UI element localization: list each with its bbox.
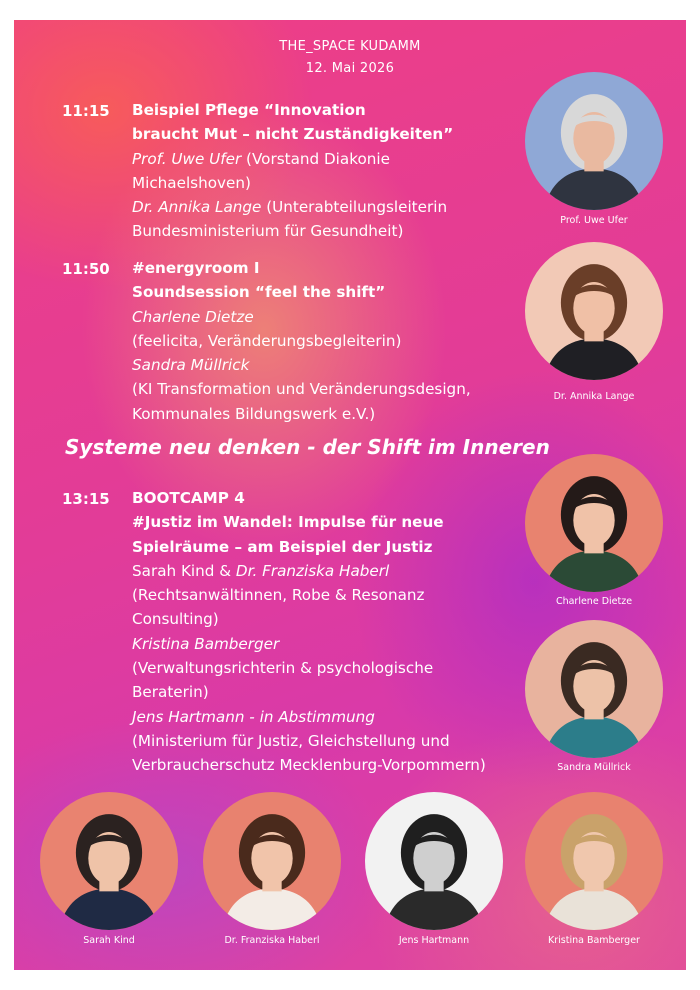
speaker-name: Jens Hartmann - in Abstimmung xyxy=(132,707,375,726)
speaker-role: Bundesministerium für Gesundheit) xyxy=(132,222,404,241)
session-title: Soundsession “feel the shift” xyxy=(132,283,386,302)
speaker-photo-annika-lange xyxy=(525,242,663,380)
speaker-role: (Verwaltungsrichterin & psychologische xyxy=(132,659,434,678)
speaker-role: Kommunales Bildungswerk e.V.) xyxy=(132,404,376,423)
speaker-role: (KI Transformation und Veränderungsdesign, xyxy=(132,380,471,399)
event-poster xyxy=(14,20,686,970)
speaker-photo-franziska-haberl xyxy=(203,792,341,930)
session-title: #energyroom I xyxy=(132,259,260,277)
speaker-name: Prof. Uwe Ufer xyxy=(132,149,242,168)
session-title: Spielräume – am Beispiel der Justiz xyxy=(132,537,433,556)
event-date: 12. Mai 2026 xyxy=(305,61,395,76)
speaker-role: (Vorstand Diakonie xyxy=(241,149,390,168)
speaker-caption: Charlene Dietze xyxy=(555,596,633,607)
speaker-role: Verbraucherschutz Mecklenburg-Vorpommern) xyxy=(132,756,486,775)
speaker-role: Michaelshoven) xyxy=(132,173,251,192)
speaker-name: Sandra Müllrick xyxy=(132,356,250,375)
session-block xyxy=(132,256,552,426)
speaker-photo-charlene-dietze xyxy=(525,454,663,592)
speaker-name: Charlene Dietze xyxy=(132,307,254,326)
session-time: 11:50 xyxy=(62,260,110,278)
speaker-photo-sarah-kind xyxy=(40,792,178,930)
speaker-name: Dr. Annika Lange xyxy=(132,198,262,217)
venue-title: THE_SPACE KUDAMM xyxy=(279,39,421,54)
speaker-photo-jens-hartmann xyxy=(365,792,503,930)
section-title: Systeme neu denken - der Shift im Inneren xyxy=(65,435,550,459)
session-title: Beispiel Pflege “Innovation xyxy=(132,101,366,119)
session-block xyxy=(132,486,552,778)
speaker-role: Beraterin) xyxy=(132,683,209,702)
speaker-caption: Sandra Müllrick xyxy=(557,762,631,773)
session-title: braucht Mut – nicht Zuständigkeiten” xyxy=(132,125,454,144)
speaker-caption: Dr. Annika Lange xyxy=(553,391,635,402)
speaker-role: (feelicita, Veränderungsbegleiterin) xyxy=(132,331,402,350)
speaker-role: Consulting) xyxy=(132,610,219,629)
session-title: BOOTCAMP 4 xyxy=(132,489,245,507)
speaker-photo-kristina-bamberger xyxy=(525,792,663,930)
session-time: 13:15 xyxy=(62,490,110,508)
speaker-role: (Unterabteilungsleiterin xyxy=(261,198,448,217)
speaker-name: Dr. Franziska Haberl xyxy=(235,561,390,580)
speaker-caption: Prof. Uwe Ufer xyxy=(560,215,628,226)
speaker-role: (Ministerium für Justiz, Gleichstellung und xyxy=(132,731,450,750)
speaker-role: (Rechtsanwältinnen, Robe & Resonanz xyxy=(132,586,425,605)
speaker-photo-uwe-ufer xyxy=(525,72,663,210)
session-block xyxy=(132,98,552,244)
speaker-caption: Kristina Bamberger xyxy=(548,935,640,946)
speaker-name: Kristina Bamberger xyxy=(132,634,280,653)
session-title: #Justiz im Wandel: Impulse für neue xyxy=(132,513,444,532)
speaker-caption: Sarah Kind xyxy=(83,935,135,946)
speaker-caption: Jens Hartmann xyxy=(398,935,470,946)
speaker-caption: Dr. Franziska Haberl xyxy=(224,935,320,946)
speaker-photo-sandra-muellrick xyxy=(525,620,663,758)
speaker-name: Sarah Kind & xyxy=(132,561,236,580)
session-time: 11:15 xyxy=(62,102,110,120)
